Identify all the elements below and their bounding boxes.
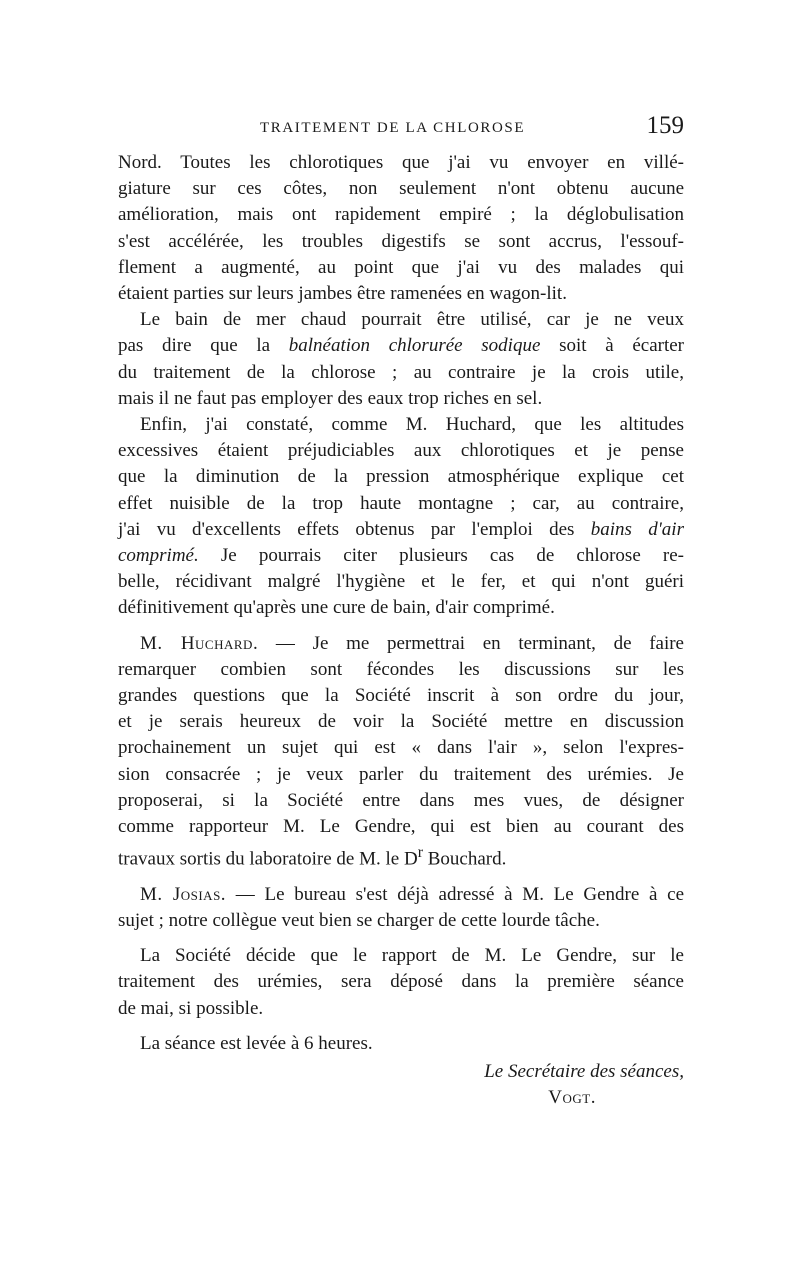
signature-block xyxy=(118,1059,684,1111)
text-line: que la diminution de la pression atmosphérique explique cet xyxy=(118,466,684,488)
running-head xyxy=(118,112,684,142)
paragraph-gap xyxy=(118,622,684,631)
text-run: — Le bureau s'est déjà adressé à M. Le Gendre à ce xyxy=(226,883,685,905)
text-run: Je pourrais citer plusieurs cas de chlorose re- xyxy=(198,545,684,567)
text-line: de mai, si possible. xyxy=(118,997,264,1019)
text-line: belle, récidivant malgré l'hygiène et le fer, et qui n'ont guéri xyxy=(118,571,684,593)
text-line: et je serais heureux de voir la Société mettre en discussion xyxy=(118,711,684,733)
text-run: — Je me permettrai en terminant, de faire xyxy=(258,632,684,654)
superscript: r xyxy=(417,844,423,862)
text-line: excessives étaient préjudiciables aux chlorotiques et je pense xyxy=(118,440,684,462)
text-line: Enfin, j'ai constaté, comme M. Huchard, que les altitudes xyxy=(140,414,684,436)
running-title: TRAITEMENT DE LA CHLOROSE xyxy=(260,120,526,136)
text-run: soit à écarter xyxy=(540,335,684,357)
text-line xyxy=(118,840,684,873)
signature-role: Le Secrétaire des séances, xyxy=(484,1061,684,1083)
text-line: s'est accélérée, les troubles digestifs se sont accrus, l'essouf- xyxy=(118,230,684,252)
paragraph-4 xyxy=(118,631,684,873)
text-line: grandes questions que la Société inscrit à son ordre du jour, xyxy=(118,685,684,707)
paragraph-5 xyxy=(118,882,684,934)
body-text xyxy=(118,150,684,1111)
paragraph-7 xyxy=(118,1031,684,1057)
italic-term: balnéation chlorurée sodique xyxy=(288,335,541,357)
text-line: giature sur ces côtes, non seulement n'ont obtenu aucune xyxy=(118,178,684,200)
text-line: Nord. Toutes les chlorotiques que j'ai vu envoyer en villé- xyxy=(118,152,684,173)
text-line: sujet ; notre collègue veut bien se charger de cette lourde tâche. xyxy=(118,910,600,932)
text-line xyxy=(118,882,684,908)
signature-name: Vogt. xyxy=(548,1087,596,1109)
text-run: pas dire que la xyxy=(118,335,289,357)
paragraph-gap xyxy=(118,934,684,943)
text-run: Bouchard. xyxy=(422,848,507,870)
page-number: 159 xyxy=(646,112,684,139)
paragraph-6 xyxy=(118,943,684,1022)
text-line: Le bain de mer chaud pourrait être utilisé, car je ne veux xyxy=(140,309,684,331)
text-line: prochainement un sujet qui est « dans l'air », selon l'expres- xyxy=(118,737,684,759)
text-line: flement a augmenté, au point que j'ai vu des malades qui xyxy=(118,256,684,278)
text-line: La Société décide que le rapport de M. Le Gendre, sur le xyxy=(140,945,684,967)
italic-term: comprimé. xyxy=(118,545,199,567)
text-line: mais il ne faut pas employer des eaux trop riches en sel. xyxy=(118,387,543,409)
text-line: sion consacrée ; je veux parler du traitement des urémies. Je xyxy=(118,763,684,785)
text-line: remarquer combien sont fécondes les discussions sur les xyxy=(118,658,684,680)
paragraph-gap xyxy=(118,1022,684,1031)
text-run: travaux sortis du laboratoire de M. le D xyxy=(118,848,418,870)
text-line: proposerai, si la Société entre dans mes vues, de désigner xyxy=(118,789,684,811)
italic-term: bains d'air xyxy=(590,518,684,540)
paragraph-3 xyxy=(118,412,684,622)
text-line: du traitement de la chlorose ; au contraire je la crois utile, xyxy=(118,361,684,383)
paragraph-2 xyxy=(118,307,684,412)
speaker-name: M. Josias. xyxy=(140,883,227,905)
paragraph-1 xyxy=(118,150,684,307)
text-line: traitement des urémies, sera déposé dans la première séance xyxy=(118,971,684,993)
text-line xyxy=(118,517,684,543)
text-line xyxy=(118,631,684,657)
text-run: j'ai vu d'excellents effets obtenus par l'emploi des xyxy=(118,518,591,540)
text-line: définitivement qu'après une cure de bain, d'air comprimé. xyxy=(118,597,555,619)
text-line xyxy=(118,543,684,569)
paragraph-gap xyxy=(118,873,684,882)
text-line: La séance est levée à 6 heures. xyxy=(140,1032,373,1054)
text-line xyxy=(118,333,684,359)
text-line: amélioration, mais ont rapidement empiré ; la déglobulisation xyxy=(118,204,684,226)
text-line: comme rapporteur M. Le Gendre, qui est bien au courant des xyxy=(118,816,684,838)
speaker-name: M. Huchard. xyxy=(140,632,259,654)
text-line: étaient parties sur leurs jambes être ramenées en wagon-lit. xyxy=(118,283,567,305)
text-line: effet nuisible de la trop haute montagne ; car, au contraire, xyxy=(118,492,684,514)
